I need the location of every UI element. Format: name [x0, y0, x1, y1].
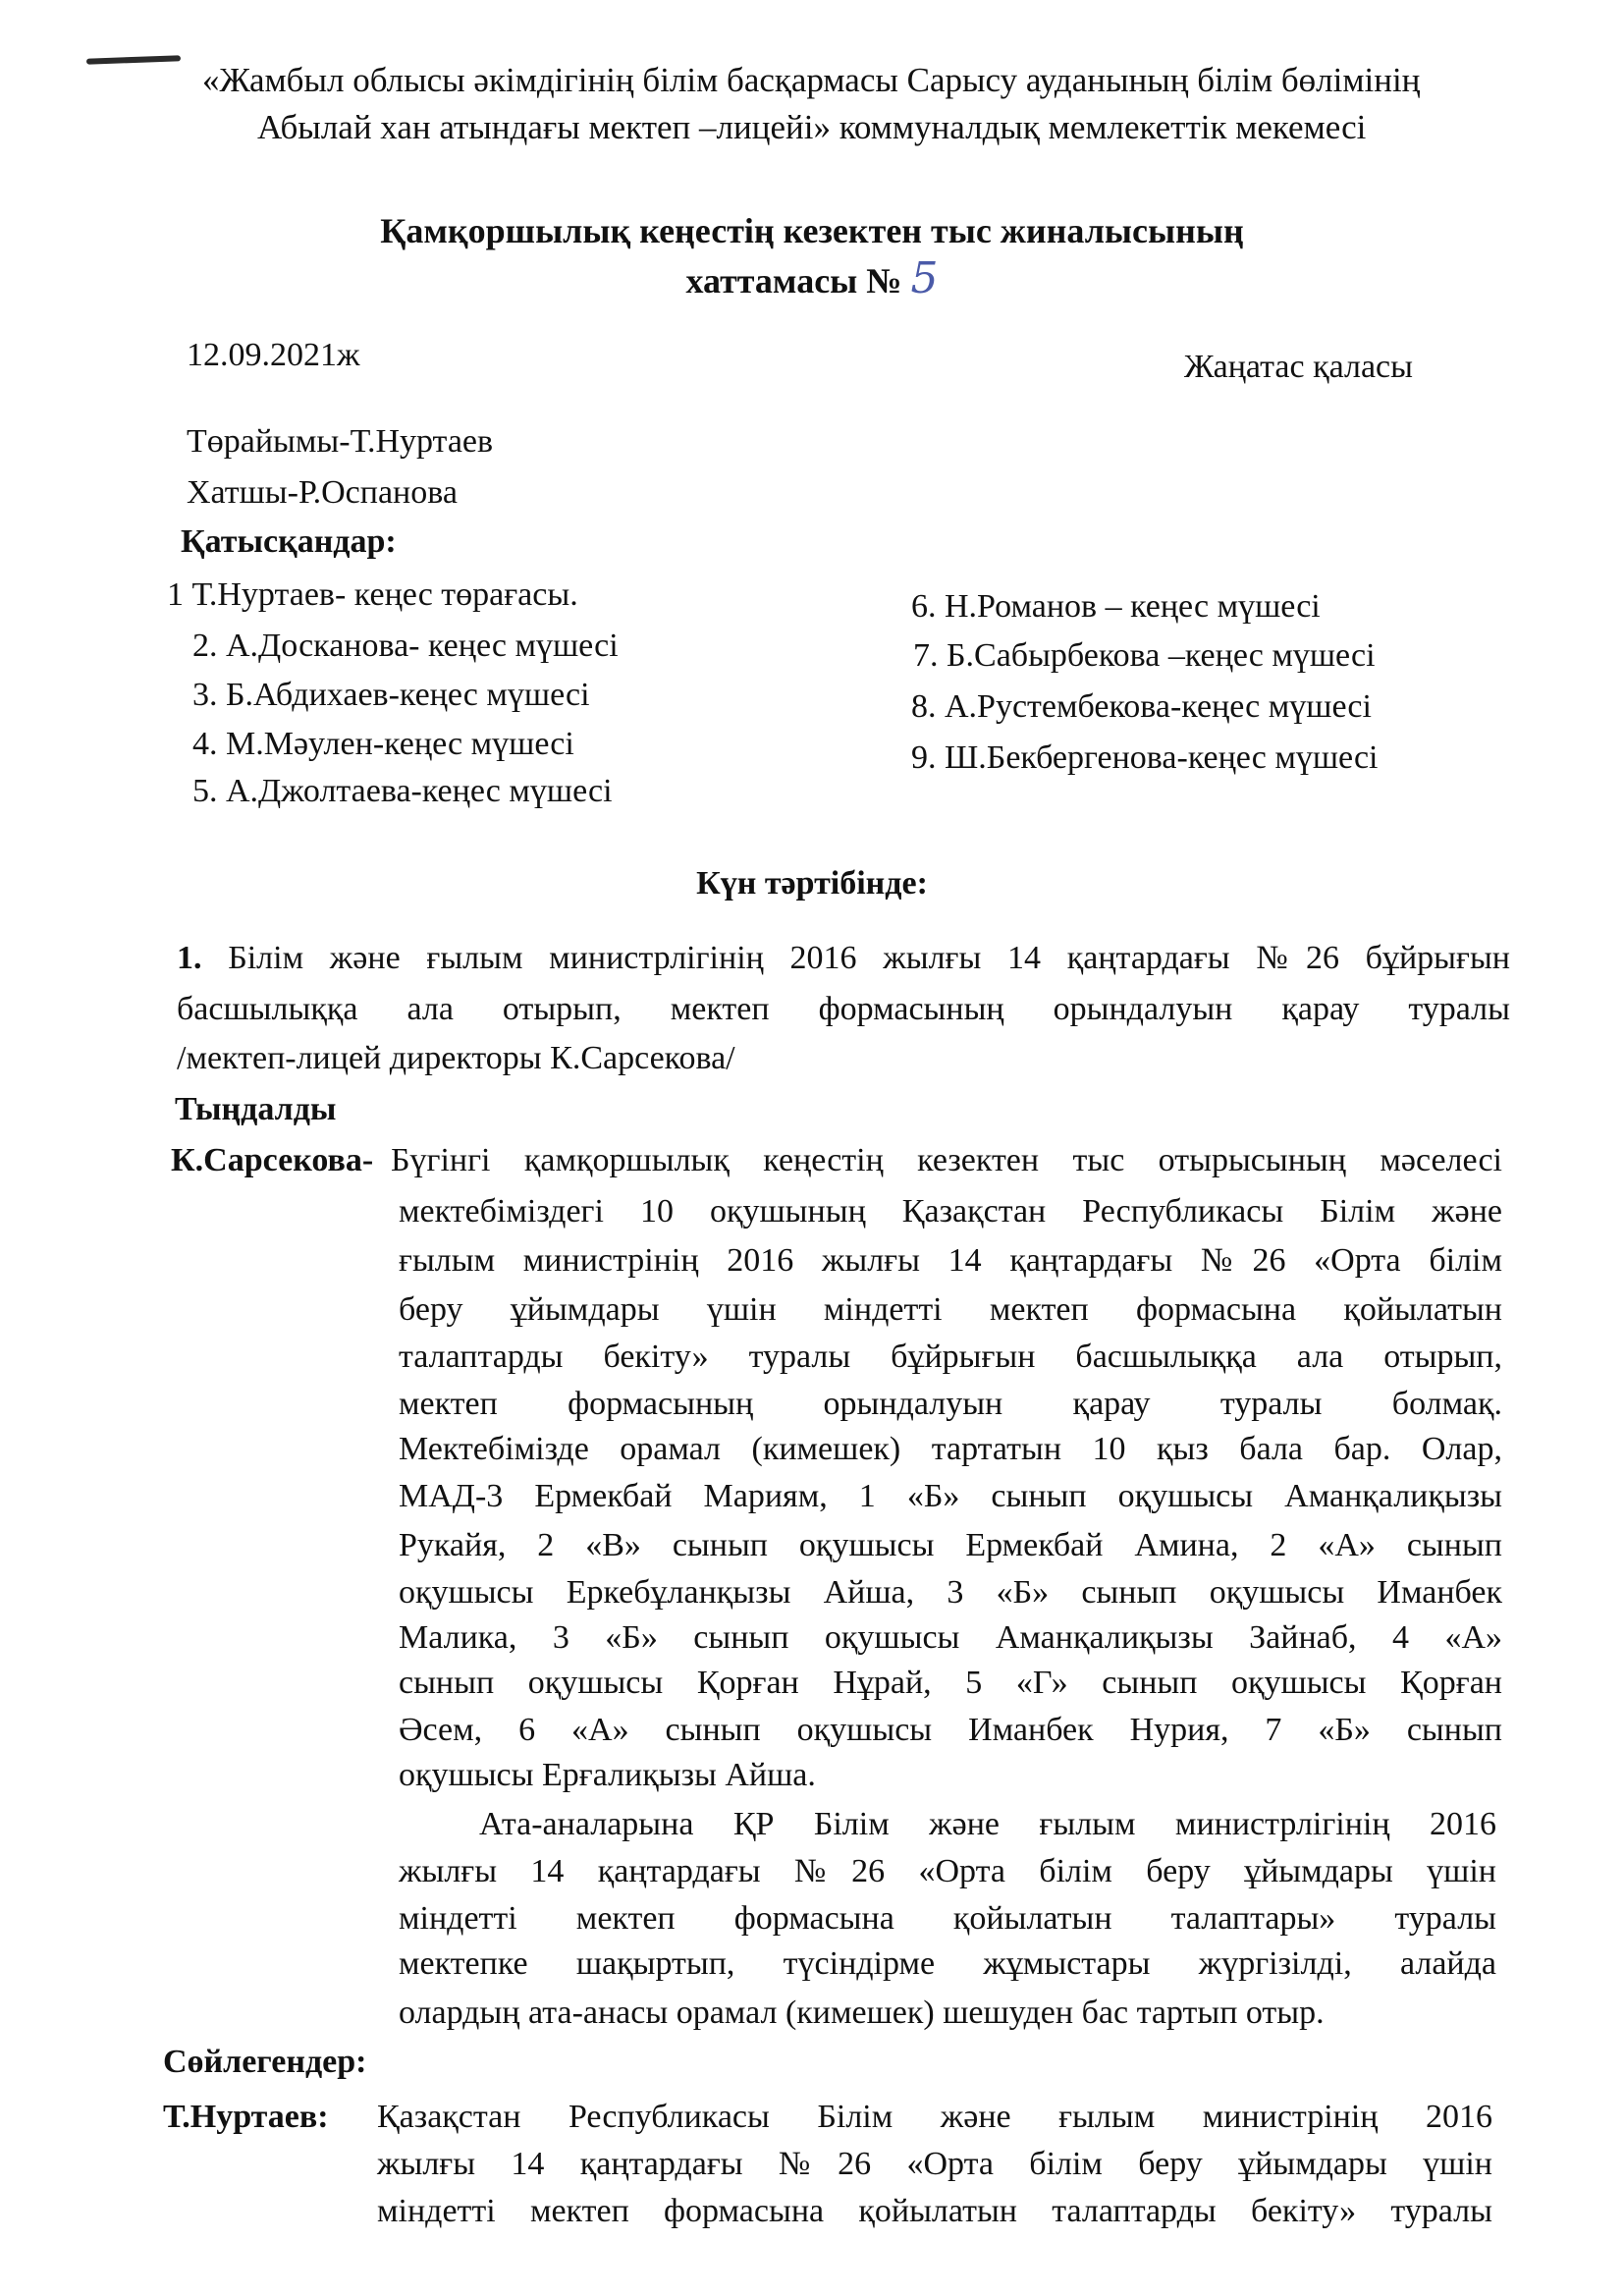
- header-line-2: Абылай хан атындағы мектеп –лицейі» коммуналдық мемлекеттік мекемесі: [257, 108, 1367, 146]
- agenda-item-line-3: /мектеп-лицей директоры К.Сарсекова/: [177, 1040, 735, 1076]
- heard-line: оқушысы Ерғалиқызы Айша.: [399, 1757, 816, 1793]
- meeting-chair: Төрайымы-Т.Нуртаев: [187, 423, 494, 460]
- heard-speaker: К.Сарсекова-: [171, 1142, 374, 1178]
- heard-line: Рукайя, 2 «В» сынып оқушысы Ермекбай Амина, 2 «А» сынып: [399, 1527, 1502, 1563]
- heard-line: міндетті мектеп формасына қойылатын талаптары» туралы: [399, 1900, 1496, 1937]
- agenda-item-number: 1.: [177, 940, 202, 976]
- heard-line: талаптарды бекіту» туралы бұйрығын басшылыққа ала отырып,: [399, 1339, 1502, 1375]
- participant-4: 4. М.Мәулен-кеңес мүшесі: [192, 726, 574, 762]
- agenda-heading: Күн тәртібінде:: [696, 865, 928, 902]
- spoke-speaker: Т.Нуртаев:: [163, 2099, 329, 2135]
- agenda-item-line-2: басшылыққа ала отырып, мектеп формасының орындалуын қарау туралы: [177, 991, 1510, 1027]
- heard-line: жылғы 14 қаңтардағы №26 «Орта білім беру ұйымдары үшін: [399, 1853, 1496, 1889]
- participants-heading: Қатысқандар:: [181, 523, 397, 560]
- heard-line: мектепке шақыртып, түсіндірме жұмыстары жүргізілді, алайда: [399, 1945, 1496, 1982]
- heard-line: Әсем, 6 «А» сынып оқушысы Иманбек Нурия, 7 «Б» сынып: [399, 1712, 1502, 1748]
- agenda-item-line-1: [177, 939, 1510, 978]
- heard-line: МАД-3 Ермекбай Мариям, 1 «Б» сынып оқушысы Аманқалиқызы: [399, 1478, 1502, 1514]
- document-title-line-2: [0, 253, 1624, 303]
- spoke-line: міндетті мектеп формасына қойылатын талаптарды бекіту» туралы: [377, 2193, 1492, 2229]
- participant-2: 2. А.Досканова- кеңес мүшесі: [192, 628, 619, 664]
- spoke-line: жылғы 14 қаңтардағы №26 «Орта білім беру ұйымдары үшін: [377, 2146, 1492, 2182]
- heard-line: ғылым министрінің 2016 жылғы 14 қаңтардағы №26 «Орта білім: [399, 1242, 1502, 1279]
- participant-5: 5. А.Джолтаева-кеңес мүшесі: [192, 773, 613, 809]
- spoke-heading: Сөйлегендер:: [163, 2044, 367, 2080]
- heard-line: Мектебімізде орамал (кимешек) тартатын 10 қыз бала бар. Олар,: [399, 1431, 1502, 1467]
- participant-7: 7. Б.Сабырбекова –кеңес мүшесі: [913, 637, 1376, 674]
- participant-3: 3. Б.Абдихаев-кеңес мүшесі: [192, 677, 590, 713]
- spoke-line: Қазақстан Республикасы Білім және ғылым министрінің 2016: [377, 2099, 1492, 2135]
- participant-6: 6. Н.Романов – кеңес мүшесі: [911, 588, 1321, 625]
- heard-heading: Тыңдалды: [175, 1091, 337, 1127]
- meeting-place: Жаңатас қаласы: [1184, 349, 1413, 385]
- heard-line: Малика, 3 «Б» сынып оқушысы Аманқалиқызы Зайнаб, 4 «А»: [399, 1619, 1502, 1656]
- protocol-number-handwritten: 5: [910, 253, 939, 303]
- heard-line: беру ұйымдары үшін міндетті мектеп формасына қойылатын: [399, 1291, 1502, 1328]
- participant-8: 8. А.Рустембекова-кеңес мүшесі: [911, 688, 1372, 725]
- agenda-item-text-1: Білім және ғылым министрлігінің 2016 жылғы 14 қаңтардағы №26 бұйрығын: [228, 940, 1510, 976]
- meeting-date: 12.09.2021ж: [187, 337, 360, 373]
- pen-stroke-mark: [86, 55, 181, 64]
- heard-line: Бүгінгі қамқоршылық кеңестің кезектен тыс отырысының мәселесі: [391, 1142, 1502, 1178]
- protocol-label: хаттамасы №: [685, 261, 902, 301]
- heard-line: мектеп формасының орындалуын қарау туралы болмақ.: [399, 1386, 1502, 1422]
- heard-line: оқушысы Еркебұланқызы Айша, 3 «Б» сынып оқушысы Иманбек: [399, 1574, 1502, 1611]
- header-line-1: «Жамбыл облысы әкімдігінің білім басқармасы Сарысу ауданының білім бөлімінің: [202, 61, 1421, 99]
- meeting-secretary: Хатшы-Р.Оспанова: [187, 474, 458, 511]
- heard-line: олардың ата-анасы орамал (кимешек) шешуден бас тартып отыр.: [399, 1995, 1325, 2031]
- participant-9: 9. Ш.Бекбергенова-кеңес мүшесі: [911, 739, 1379, 776]
- heard-line: Ата-аналарына ҚР Білім және ғылым министрлігінің 2016: [479, 1806, 1496, 1842]
- heard-line: сынып оқушысы Қорған Нұрай, 5 «Г» сынып оқушысы Қорған: [399, 1665, 1502, 1701]
- heard-line: мектебіміздегі 10 оқушының Қазақстан Республикасы Білім және: [399, 1193, 1502, 1230]
- participant-1: 1 Т.Нуртаев- кеңес төрағасы.: [167, 576, 578, 613]
- document-title-line-1: Қамқоршылық кеңестің кезектен тыс жиналысының: [380, 211, 1244, 250]
